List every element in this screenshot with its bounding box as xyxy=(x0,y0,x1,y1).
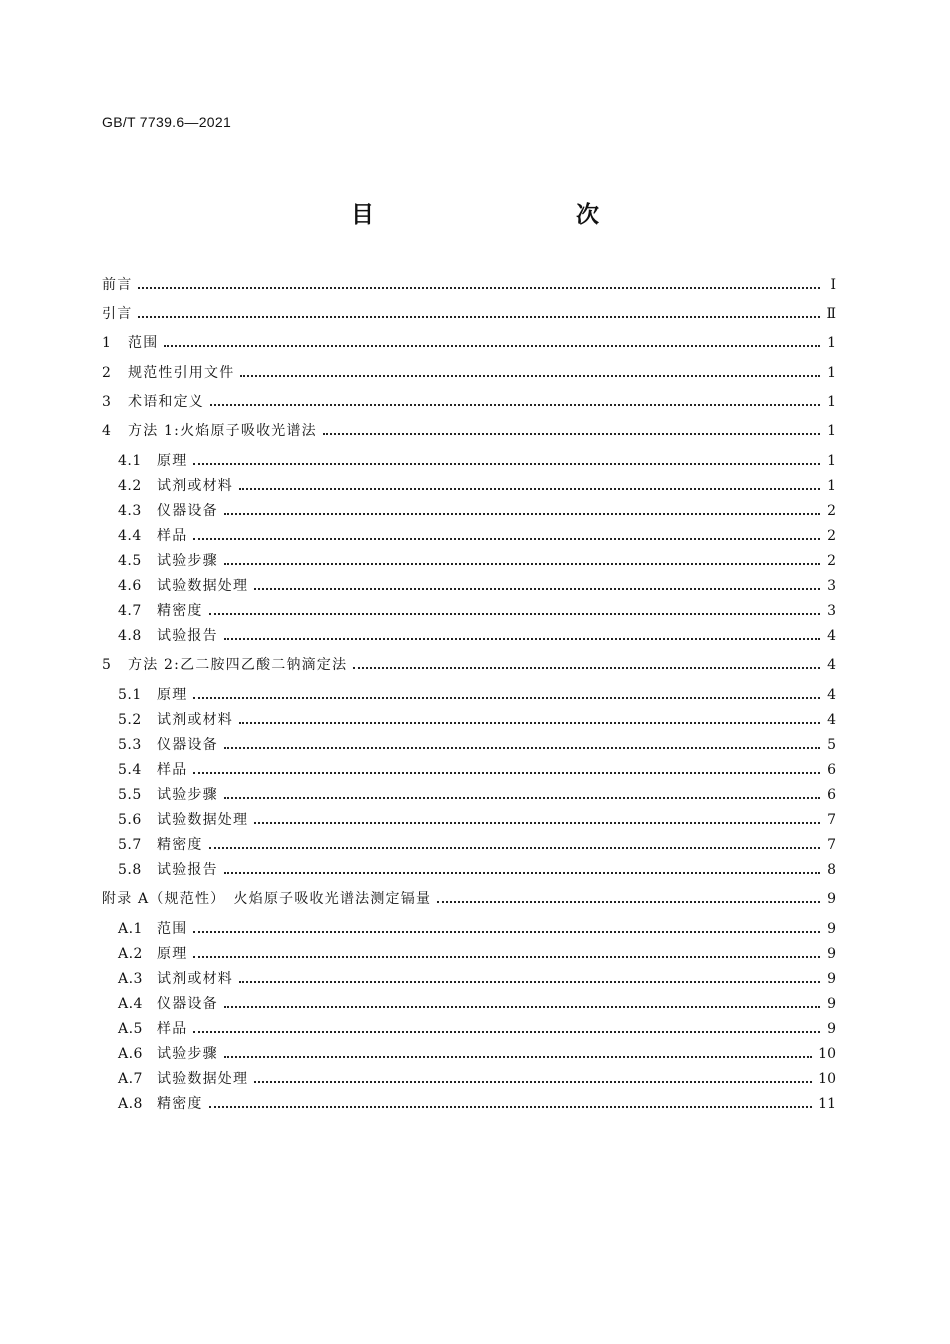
toc-entry-label xyxy=(118,710,239,730)
toc-entry-label xyxy=(118,760,193,780)
toc-entry-title: 附录 A（规范性） 火焰原子吸收光谱法测定镉量 xyxy=(102,891,432,907)
toc-entry-number: A.8 xyxy=(118,1096,143,1112)
toc-entry-title: 引言 xyxy=(102,306,133,322)
toc-entry-label xyxy=(118,576,254,596)
toc-entry-label xyxy=(118,476,239,496)
toc-entry-title: 仪器设备 xyxy=(157,996,218,1012)
toc-entry-label xyxy=(118,1069,254,1089)
dot-leader xyxy=(138,304,820,324)
toc-entry-number: 5.6 xyxy=(118,812,142,828)
toc-entry-page: 1 xyxy=(827,335,836,351)
toc-entry-number: A.2 xyxy=(118,946,143,962)
toc-entry-title: 仪器设备 xyxy=(157,737,218,753)
toc-entry[interactable] xyxy=(102,392,836,412)
dot-leader xyxy=(193,526,820,546)
toc-entry-page: 4 xyxy=(827,712,836,728)
toc-entry-label xyxy=(118,685,193,705)
dot-leader xyxy=(254,1069,812,1089)
toc-entry[interactable] xyxy=(118,626,836,646)
toc-entry[interactable] xyxy=(118,810,836,830)
toc-entry-number: 3 xyxy=(102,394,112,410)
toc-entry-title: 试验报告 xyxy=(157,862,218,878)
toc-entry-page: 9 xyxy=(827,996,836,1012)
toc-entry-number: 5.4 xyxy=(118,762,142,778)
toc-entry-page: 1 xyxy=(827,478,836,494)
toc-entry-title: 范围 xyxy=(128,335,159,351)
standard-code: GB/T 7739.6—2021 xyxy=(102,114,232,130)
toc-entry-title: 精密度 xyxy=(157,837,203,853)
toc-entry[interactable] xyxy=(118,785,836,805)
toc-entry-label xyxy=(118,626,224,646)
toc-entry-page: 7 xyxy=(827,837,836,853)
toc-entry[interactable] xyxy=(102,304,836,324)
dot-leader xyxy=(224,735,820,755)
toc-entry[interactable] xyxy=(102,655,836,675)
toc-entry-page: 9 xyxy=(827,971,836,987)
dot-leader xyxy=(239,476,820,496)
toc-entry-label xyxy=(118,451,193,471)
dot-leader xyxy=(224,860,820,880)
toc-entry-label xyxy=(118,969,239,989)
toc-entry-page: 2 xyxy=(827,553,836,569)
toc-entry-page: 4 xyxy=(827,687,836,703)
toc-entry[interactable] xyxy=(118,969,836,989)
toc-entry-page: 9 xyxy=(827,891,836,907)
toc-entry-page: 2 xyxy=(827,528,836,544)
toc-entry-page: 2 xyxy=(827,503,836,519)
toc-entry-page: 6 xyxy=(827,787,836,803)
dot-leader xyxy=(193,1019,820,1039)
dot-leader xyxy=(224,785,820,805)
toc-entry-label xyxy=(118,1019,193,1039)
toc-entry-label xyxy=(118,1044,224,1064)
toc-entry-label xyxy=(118,810,254,830)
toc-entry-label xyxy=(102,363,240,383)
toc-entry[interactable] xyxy=(118,1069,836,1089)
toc-entry-page: 3 xyxy=(827,603,836,619)
toc-entry-number: A.7 xyxy=(118,1071,143,1087)
toc-entry-title: 仪器设备 xyxy=(157,503,218,519)
dot-leader xyxy=(193,919,820,939)
toc-entry[interactable] xyxy=(102,275,836,295)
dot-leader xyxy=(224,994,820,1014)
toc-entry-number: 5.5 xyxy=(118,787,142,803)
toc-entry-title: 样品 xyxy=(157,1021,188,1037)
toc-entry-number: A.5 xyxy=(118,1021,143,1037)
dot-leader xyxy=(209,1094,813,1114)
toc-entry-number: A.1 xyxy=(118,921,143,937)
toc-entry-label xyxy=(102,333,164,353)
toc-entry-label xyxy=(118,835,209,855)
toc-entry-number: 4.2 xyxy=(118,478,142,494)
dot-leader xyxy=(210,392,820,412)
toc-entry-title: 试剂或材料 xyxy=(157,971,233,987)
toc-entry-title: 试验报告 xyxy=(157,628,218,644)
toc-entry-label xyxy=(118,551,224,571)
toc-entry-number: 2 xyxy=(102,365,112,381)
toc-entry-title: 试剂或材料 xyxy=(157,478,233,494)
toc-entry-label xyxy=(118,860,224,880)
dot-leader xyxy=(224,626,820,646)
dot-leader xyxy=(224,1044,812,1064)
toc-entry-number: 5.7 xyxy=(118,837,142,853)
toc-entry-number: 4 xyxy=(102,423,112,439)
dot-leader xyxy=(224,551,820,571)
toc-entry-page: 1 xyxy=(827,365,836,381)
toc-entry-page: 3 xyxy=(827,578,836,594)
toc-entry-title: 原理 xyxy=(157,946,188,962)
toc-entry-page: 1 xyxy=(827,394,836,410)
toc-entry[interactable] xyxy=(118,710,836,730)
toc-entry-title: 原理 xyxy=(157,453,188,469)
toc-entry-number: 5.3 xyxy=(118,737,142,753)
toc-entry-number: 4.8 xyxy=(118,628,142,644)
dot-leader xyxy=(240,363,820,383)
toc-entry[interactable] xyxy=(118,1044,836,1064)
toc-entry-number: 5.8 xyxy=(118,862,142,878)
dot-leader xyxy=(437,889,820,909)
toc-entry-page: 5 xyxy=(827,737,836,753)
dot-leader xyxy=(224,501,820,521)
toc-entry-number: A.3 xyxy=(118,971,143,987)
toc-entry[interactable] xyxy=(102,333,836,353)
toc-entry-page: 8 xyxy=(827,862,836,878)
toc-entry-title: 试验数据处理 xyxy=(157,812,249,828)
toc-entry-page: 1 xyxy=(827,423,836,439)
toc-entry-number: 5.1 xyxy=(118,687,142,703)
toc-entry-label xyxy=(118,919,193,939)
dot-leader xyxy=(353,655,820,675)
toc-entry-page: Ⅱ xyxy=(826,306,836,322)
toc-entry-title: 规范性引用文件 xyxy=(128,365,235,381)
toc-entry-page: 1 xyxy=(827,453,836,469)
toc-entry-title: 方法 2:乙二胺四乙酸二钠滴定法 xyxy=(128,657,348,673)
dot-leader xyxy=(209,835,820,855)
toc-entry-label xyxy=(118,526,193,546)
toc-entry-title: 样品 xyxy=(157,528,188,544)
toc-entry[interactable] xyxy=(118,476,836,496)
toc-entry-label xyxy=(102,304,138,324)
toc-entry[interactable] xyxy=(118,944,836,964)
toc-entry-number: 4.3 xyxy=(118,503,142,519)
toc-entry[interactable] xyxy=(118,994,836,1014)
toc-entry[interactable] xyxy=(118,601,836,621)
toc-entry[interactable] xyxy=(118,1094,836,1114)
toc-entry-label xyxy=(118,501,224,521)
toc-entry[interactable] xyxy=(118,835,836,855)
toc-entry[interactable] xyxy=(118,1019,836,1039)
toc-entry-title: 试验步骤 xyxy=(157,787,218,803)
toc-entry[interactable] xyxy=(118,451,836,471)
toc-entry-title: 试验数据处理 xyxy=(157,1071,249,1087)
toc-entry-page: Ⅰ xyxy=(830,277,836,293)
toc-entry-title: 前言 xyxy=(102,277,133,293)
toc-entry-title: 范围 xyxy=(157,921,188,937)
toc-entry[interactable] xyxy=(102,889,836,909)
dot-leader xyxy=(323,421,820,441)
toc-entry[interactable] xyxy=(102,363,836,383)
toc-entry-title: 精密度 xyxy=(157,1096,203,1112)
toc-entry-page: 9 xyxy=(827,1021,836,1037)
toc-entry-page: 6 xyxy=(827,762,836,778)
toc-entry-title: 方法 1:火焰原子吸收光谱法 xyxy=(128,423,317,439)
toc-entry-page: 10 xyxy=(818,1071,836,1087)
toc-entry-number: A.4 xyxy=(118,996,143,1012)
toc-entry[interactable] xyxy=(118,760,836,780)
dot-leader xyxy=(193,685,820,705)
toc-entry-number: 4.7 xyxy=(118,603,142,619)
dot-leader xyxy=(209,601,820,621)
toc-entry[interactable] xyxy=(118,735,836,755)
toc-entry[interactable] xyxy=(118,685,836,705)
dot-leader xyxy=(254,810,820,830)
dot-leader xyxy=(164,333,820,353)
toc-entry-number: 5 xyxy=(102,657,112,673)
toc-entry-label xyxy=(102,275,138,295)
toc-entry-label xyxy=(102,421,323,441)
dot-leader xyxy=(193,760,820,780)
toc-entry-title: 术语和定义 xyxy=(128,394,204,410)
toc-entry[interactable] xyxy=(118,860,836,880)
toc-entry-number: 4.6 xyxy=(118,578,142,594)
toc-entry-page: 9 xyxy=(827,921,836,937)
dot-leader xyxy=(239,969,820,989)
toc-entry[interactable] xyxy=(118,501,836,521)
toc-entry-page: 7 xyxy=(827,812,836,828)
toc-entry-label xyxy=(118,944,193,964)
toc-entry-label xyxy=(118,601,209,621)
toc-entry-page: 10 xyxy=(818,1046,836,1062)
toc-entry[interactable] xyxy=(118,576,836,596)
toc-entry[interactable] xyxy=(118,551,836,571)
toc-entry-title: 试验步骤 xyxy=(157,553,218,569)
toc-entry-page: 11 xyxy=(818,1096,836,1112)
dot-leader xyxy=(193,451,820,471)
dot-leader xyxy=(239,710,820,730)
toc-entry-page: 4 xyxy=(827,628,836,644)
toc-entry[interactable] xyxy=(118,526,836,546)
toc-entry-label xyxy=(118,785,224,805)
dot-leader xyxy=(193,944,820,964)
toc-entry-title: 试验数据处理 xyxy=(157,578,249,594)
toc-entry-label xyxy=(118,1094,209,1114)
toc-entry-title: 原理 xyxy=(157,687,188,703)
dot-leader xyxy=(254,576,820,596)
toc-entry-label xyxy=(118,994,224,1014)
toc-entry-page: 9 xyxy=(827,946,836,962)
toc-entry-title: 样品 xyxy=(157,762,188,778)
toc-entry-title: 试剂或材料 xyxy=(157,712,233,728)
toc-entry-title: 试验步骤 xyxy=(157,1046,218,1062)
toc-entry[interactable] xyxy=(118,919,836,939)
toc-entry-label xyxy=(118,735,224,755)
dot-leader xyxy=(138,275,820,295)
toc-entry-page: 4 xyxy=(827,657,836,673)
toc-entry-label xyxy=(102,655,353,675)
toc-entry-label xyxy=(102,889,437,909)
page-title: 目 次 xyxy=(351,202,651,228)
toc-entry-title: 精密度 xyxy=(157,603,203,619)
toc-entry-number: 1 xyxy=(102,335,112,351)
toc-entry-label xyxy=(102,392,210,412)
toc-entry-number: 4.4 xyxy=(118,528,142,544)
toc-entry-number: 5.2 xyxy=(118,712,142,728)
toc-entry-number: 4.1 xyxy=(118,453,142,469)
toc-entry[interactable] xyxy=(102,421,836,441)
toc-entry-number: A.6 xyxy=(118,1046,143,1062)
toc-entry-number: 4.5 xyxy=(118,553,142,569)
